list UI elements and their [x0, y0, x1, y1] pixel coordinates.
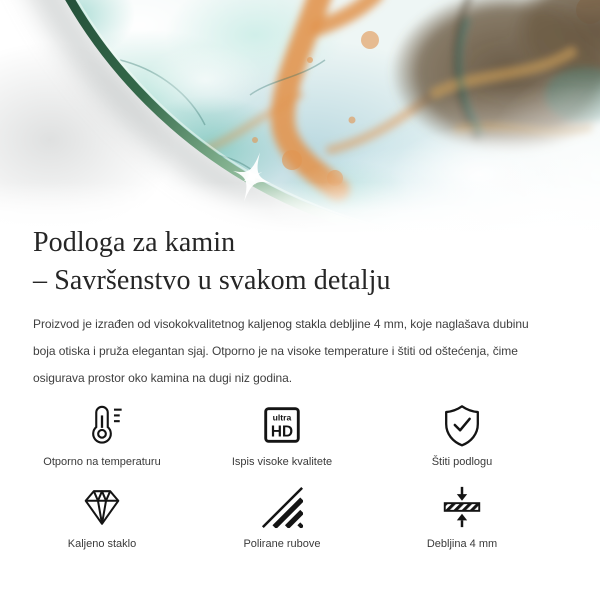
thermometer-icon: [79, 398, 125, 448]
page-title-line1: Podloga za kamin: [33, 227, 236, 258]
page-title-line2: – Savršenstvo u svakom detalju: [33, 265, 391, 296]
feature-label: Štiti podlogu: [431, 456, 493, 468]
feature-label: Ispis visoke kvalitete: [231, 456, 333, 468]
page-title: [33, 224, 578, 300]
hd-text: HD: [270, 423, 294, 441]
feature-item-thickness: [372, 480, 552, 552]
diamond-icon: [79, 480, 125, 530]
feature-grid: [12, 398, 552, 552]
description-line: boja otiska i pruža elegantan sjaj. Otporno je na visoke temperature i štiti od oštećenja, čime: [33, 344, 518, 358]
feature-label: Otporno na temperaturu: [43, 456, 161, 468]
product-description: [33, 311, 593, 392]
shield-check-icon: [439, 398, 485, 448]
glass-panel-illustration: [0, 0, 600, 233]
feature-item-polished-edges: [192, 480, 372, 552]
feature-label: Kaljeno staklo: [67, 538, 137, 550]
feature-label: Polirane rubove: [243, 538, 321, 550]
ultra-text: ultra: [272, 412, 292, 423]
feature-item-print-quality: [192, 398, 372, 470]
product-image: [0, 0, 600, 233]
polished-edges-icon: [259, 480, 305, 530]
ultra-hd-icon: [259, 398, 305, 448]
feature-item-tempered-glass: [12, 480, 192, 552]
description-line: Proizvod je izrađen od visokokvalitetnog kaljenog stakla debljine 4 mm, koje naglašava dubinu: [33, 317, 529, 331]
thickness-icon: [439, 480, 485, 530]
feature-label: Debljina 4 mm: [426, 538, 498, 550]
feature-item-temperature: [12, 398, 192, 470]
feature-item-protects: [372, 398, 552, 470]
description-line: osigurava prostor oko kamina na dugi niz godina.: [33, 371, 293, 385]
